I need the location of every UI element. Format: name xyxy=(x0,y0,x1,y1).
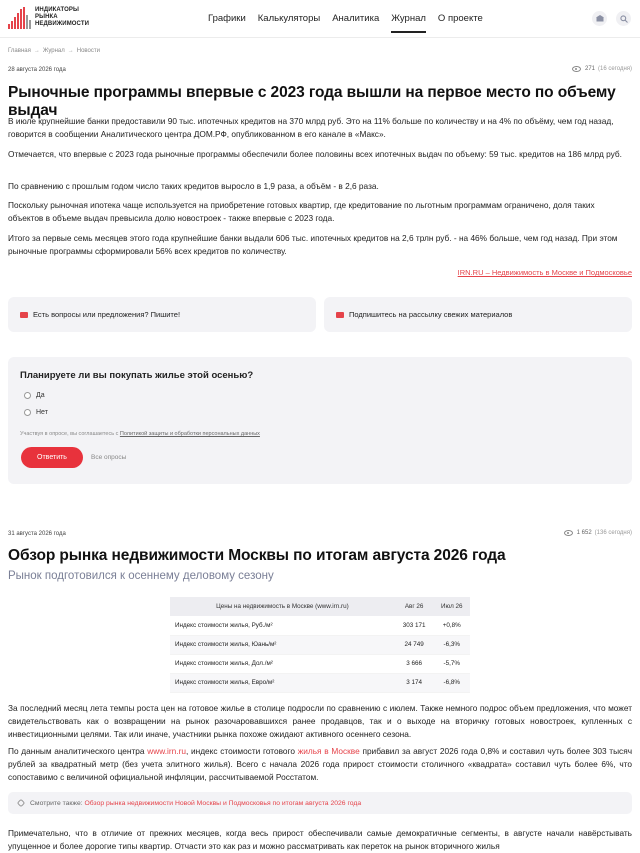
subscribe-label: Подпишитесь на рассылку свежих материалов xyxy=(349,310,513,319)
article-views xyxy=(564,530,632,536)
table-cell: -6,8% xyxy=(433,673,470,692)
poll-option-no[interactable] xyxy=(24,409,48,416)
radio-button[interactable] xyxy=(24,392,31,399)
article-paragraph xyxy=(8,745,632,784)
envelope-icon xyxy=(20,312,28,318)
table-cell: -5,7% xyxy=(433,654,470,673)
see-also-link[interactable]: Обзор рынка недвижимости Новой Москвы и Подмосковья по итогам августа 2026 года xyxy=(84,799,362,807)
logo-text xyxy=(35,7,89,28)
article-paragraph: По сравнению с прошлым годом число таких кредитов выросло в 1,9 раза, а объём - в 2,6 раза. xyxy=(8,181,379,191)
table-cell: Индекс стоимости жилья, Евро/м² xyxy=(170,673,395,692)
table-row xyxy=(170,635,470,654)
nav-item-about[interactable]: О проекте xyxy=(437,13,483,24)
site-logo[interactable] xyxy=(8,7,89,29)
views-today: (16 сегодня) xyxy=(598,66,632,72)
article-title: Обзор рынка недвижимости Москвы по итогам августа 2026 года xyxy=(8,547,506,564)
eye-icon xyxy=(564,530,573,536)
table-cell: 24 749 xyxy=(395,635,434,654)
logo-bars-icon xyxy=(8,7,32,29)
article-paragraph: Поскольку рыночная ипотека чаще используется на приобретение готовых квартир, где кредитование по льготным программам ограничено, доля таких объектов в объеме выдач превысила долю новостроек - также впервые с 2023 года. xyxy=(8,200,595,223)
table-cell: Индекс стоимости жилья, Юань/м² xyxy=(170,635,395,654)
table-cell: Индекс стоимости жилья, Руб./м² xyxy=(170,616,395,635)
price-index-table xyxy=(170,597,470,693)
logo-line-3: НЕДВИЖИМОСТИ xyxy=(35,21,90,27)
see-also-label: Смотрите также: xyxy=(30,799,83,807)
table-cell: +0,8% xyxy=(433,616,470,635)
all-polls-link[interactable]: Все опросы xyxy=(91,454,127,461)
radio-button[interactable] xyxy=(24,409,31,416)
account-button[interactable] xyxy=(592,11,607,26)
search-icon xyxy=(620,15,628,23)
article-paragraph: Отмечается, что впервые с 2023 года рыночные программы обеспечили более половины всех ипотечных выдач по объему: 59 тыс. кредитов на 186 млрд руб. xyxy=(8,149,622,159)
article-views xyxy=(572,66,632,72)
table-cell: 3 174 xyxy=(395,673,434,692)
vote-button[interactable]: Ответить xyxy=(21,447,83,468)
article-date: 31 августа 2026 года xyxy=(8,531,66,537)
arrow-right-icon: → xyxy=(67,48,74,54)
irn-link[interactable]: www.irn.ru xyxy=(147,746,186,756)
subscribe-box[interactable] xyxy=(324,297,632,332)
table-header: Июл 26 xyxy=(433,597,470,616)
article-paragraph: За последний месяц лета темпы роста цен на готовое жилье в столице подросли по сравнению с июлем. Также немного подрос объем предложения, что может свидетельствовать как о возвращении на рынок разочаровавшихся ранее продавцов, так и о выходе на вторичку готовых новостроек, купленных с инвестиционными целями. Так или иначе, участники рынка похоже ожидают активного осеннего сезона. xyxy=(8,703,632,739)
table-row xyxy=(170,654,470,673)
nav-item-calculators[interactable]: Калькуляторы xyxy=(257,13,321,24)
table-header: Цены на недвижимость в Москве (www.irn.ru) xyxy=(170,597,395,616)
article-subtitle: Рынок подготовился к осеннему деловому сезону xyxy=(8,570,274,582)
feedback-box[interactable] xyxy=(8,297,316,332)
open-envelope-icon xyxy=(336,312,344,318)
breadcrumb-news[interactable]: Новости xyxy=(76,48,100,54)
table-cell: Индекс стоимости жилья, Дол./м² xyxy=(170,654,395,673)
poll-option-yes[interactable] xyxy=(24,392,45,399)
logo-line-1: ИНДИКАТОРЫ xyxy=(35,7,79,13)
poll-option-label: Да xyxy=(36,392,45,399)
views-count: 271 xyxy=(584,66,595,72)
feedback-label: Есть вопросы или предложения? Пишите! xyxy=(33,310,181,319)
nav-item-journal[interactable]: Журнал xyxy=(391,13,426,24)
search-button[interactable] xyxy=(616,11,631,26)
poll-option-label: Нет xyxy=(36,409,48,416)
nav-item-charts[interactable]: Графики xyxy=(208,13,246,24)
eye-icon xyxy=(572,66,581,72)
article-paragraph: Примечательно, что в отличие от прежних месяцев, когда весь прирост обеспечивали самые демократичные сегменты, в августе начали навёрстывать упущенное и более дорогие типы квартир. Отчасти это как раз и можно рассматривать как переток на рынок вторичного жилья xyxy=(8,828,632,851)
nav-item-analytics[interactable]: Аналитика xyxy=(332,13,380,24)
poll-consent xyxy=(20,431,260,437)
arrow-right-icon: → xyxy=(33,48,40,54)
views-today: (136 сегодня) xyxy=(594,530,632,536)
table-header: Авг 26 xyxy=(395,597,434,616)
article-paragraph: Итого за первые семь месяцев этого года крупнейшие банки выдали 606 тыс. ипотечных кредитов на 2,6 трлн руб. - на 46% больше, чем год назад. При этом рыночные программы сформировали 56% всех кредитов по количеству. xyxy=(8,233,618,256)
poll-card xyxy=(8,357,632,484)
moscow-housing-link[interactable]: жилья в Москве xyxy=(297,746,360,756)
paragraph-text: прибавил за август 2026 года 0,8% и составил чуть более 303 тысяч рублей за квадратный метр (без учета элитного жилья). Всего с начала 2026 года прирост стоимости столичного «квадрата» составил чуть более 6%, что сопоставимо с величиной официальной инфляции, рассчитываемой Росстатом. xyxy=(8,746,633,782)
consent-text: Участвуя в опросе, вы соглашаетесь с xyxy=(20,431,120,437)
views-count: 1 652 xyxy=(576,530,592,536)
article-title: Рыночные программы впервые с 2023 года вышли на первое место по объему выдач xyxy=(8,84,616,119)
breadcrumb-journal[interactable]: Журнал xyxy=(42,48,65,54)
table-row xyxy=(170,616,470,635)
privacy-policy-link[interactable]: Политикой защиты и обработки персональных данных xyxy=(119,431,260,437)
link-icon xyxy=(17,799,25,807)
table-cell: -6,3% xyxy=(433,635,470,654)
article-date: 28 августа 2026 года xyxy=(8,67,66,73)
table-header-row xyxy=(170,597,470,616)
site-header xyxy=(0,0,640,38)
building-icon xyxy=(596,15,604,22)
breadcrumb-home[interactable]: Главная xyxy=(8,48,31,54)
source-link[interactable]: IRN.RU – Недвижимость в Москве и Подмосковье xyxy=(457,268,632,277)
paragraph-text: , индекс стоимости готового xyxy=(185,746,298,756)
main-nav xyxy=(208,13,495,24)
logo-line-2: РЫНКА xyxy=(35,14,58,20)
table-cell: 303 171 xyxy=(395,616,434,635)
table-row xyxy=(170,673,470,692)
table-cell: 3 666 xyxy=(395,654,434,673)
article-paragraph: В июле крупнейшие банки предоставили 90 тыс. ипотечных кредитов на 370 млрд руб. Это на 11% больше по количеству и на 4% по объёму, чем год назад, говорится в сообщении Аналитического центра ДОМ.РФ, опубликованном в его канале в «Макс». xyxy=(8,116,614,139)
breadcrumb xyxy=(8,48,100,54)
poll-question: Планируете ли вы покупать жилье этой осенью? xyxy=(20,370,254,381)
see-also-box xyxy=(8,792,632,814)
paragraph-text: По данным аналитического центра xyxy=(8,746,148,756)
